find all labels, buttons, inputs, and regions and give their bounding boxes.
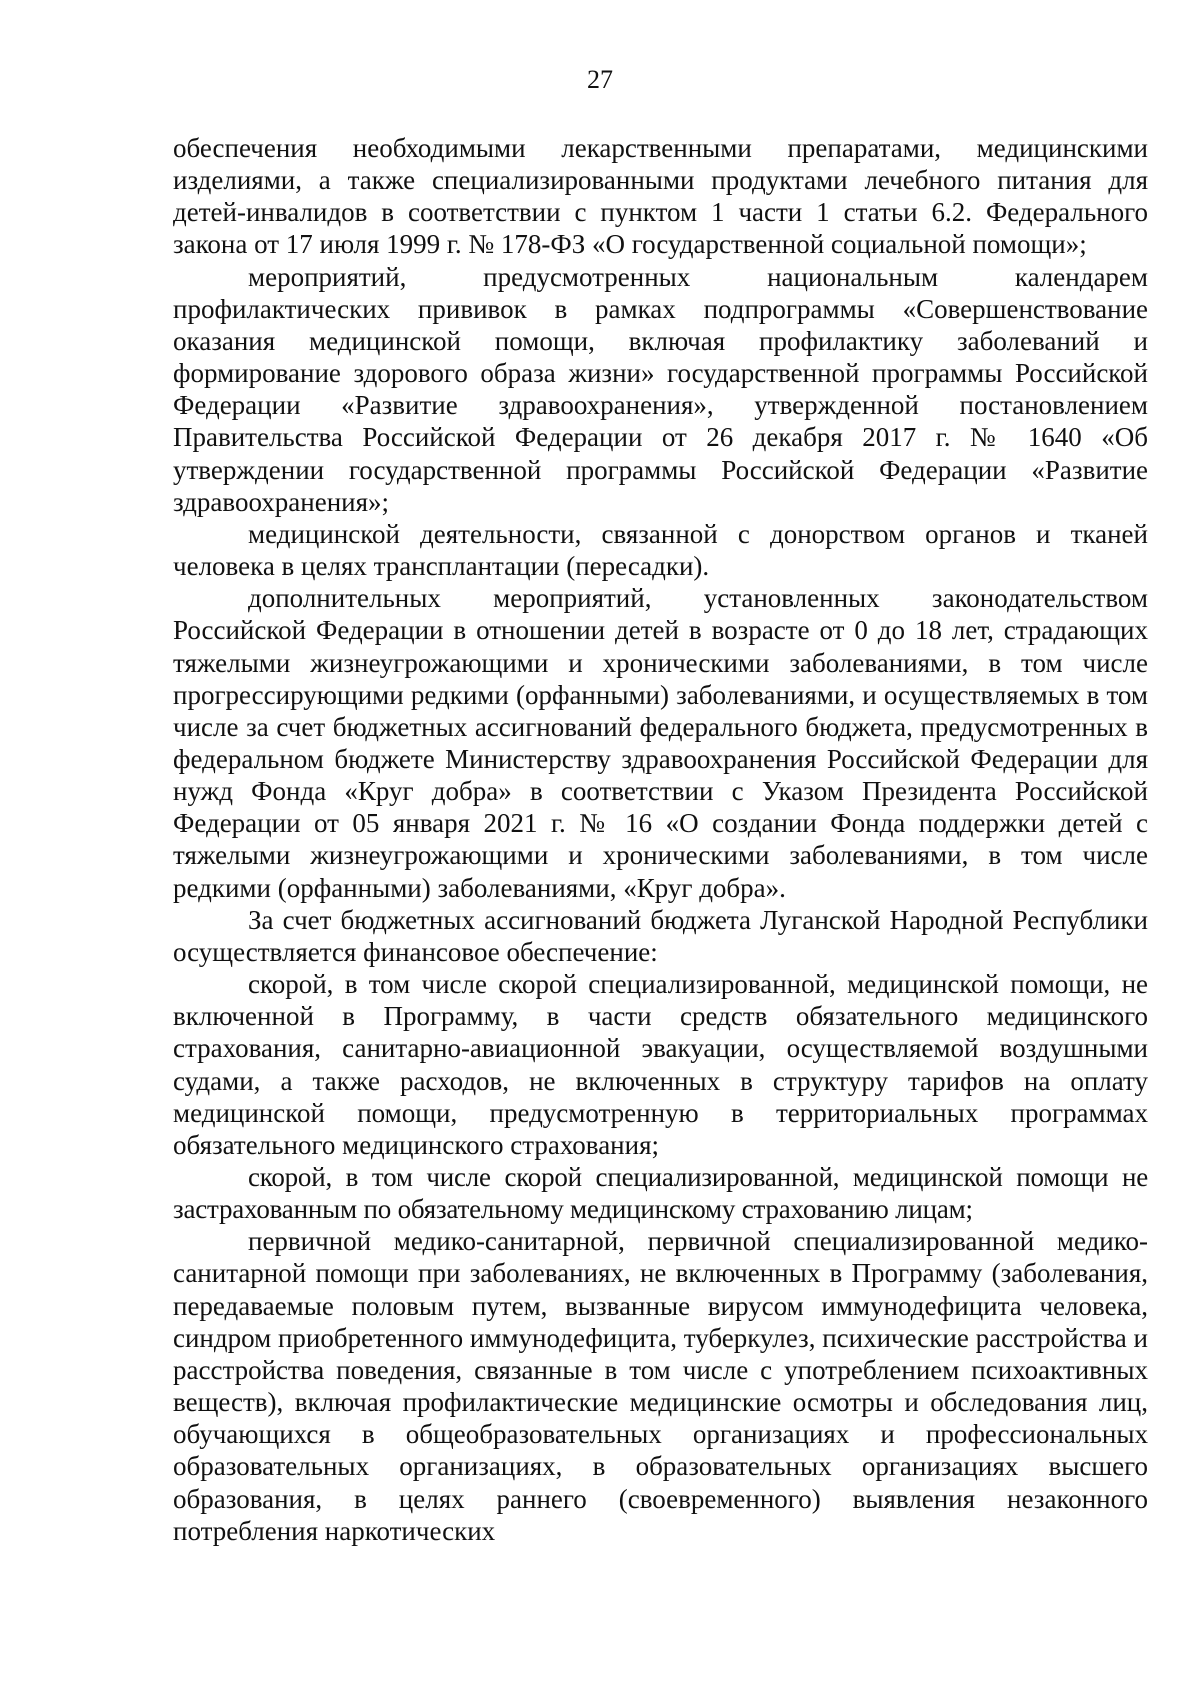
document-body: [173, 132, 1148, 1547]
paragraph-organ-donation: медицинской деятельности, связанной с донорством органов и тканей человека в целях трансплантации (пересадки).: [173, 518, 1148, 582]
paragraph-krug-dobra-fund: дополнительных мероприятий, установленных законодательством Российской Федерации в отношении детей в возрасте от 0 до 18 лет, страдающих тяжелыми жизнеугрожающими и хроническими заболеваниями, в том числе прогрессирующими редкими (орфанными) заболеваниями, и осуществляемых в том числе за счет бюджетных ассигнований федерального бюджета, предусмотренных в федеральном бюджете Министерству здравоохранения Российской Федерации для нужд Фонда «Круг добра» в соответствии с Указом Президента Российской Федерации от 05 января 2021 г. № 16 «О создании Фонда поддержки детей с тяжелыми жизнеугрожающими и хроническими заболеваниями, в том числе редкими (орфанными) заболеваниями, «Круг добра».: [173, 583, 1148, 903]
paragraph-emergency-care-uninsured: скорой, в том числе скорой специализированной, медицинской помощи не застрахованным по обязательному медицинскому страхованию лицам;: [173, 1162, 1148, 1225]
paragraph-vaccination-calendar: мероприятий, предусмотренных национальным календарем профилактических прививок в рамках подпрограммы «Совершенствование оказания медицинской помощи, включая профилактику заболеваний и формирование здорового образа жизни» государственной программы Российской Федерации «Развитие здравоохранения», утвержденной постановлением Правительства Российской Федерации от 26 декабря 2017 г. № 1640 «Об утверждении государственной программы Российской Федерации «Развитие здравоохранения»;: [173, 261, 1148, 517]
paragraph-lnr-budget-intro: За счет бюджетных ассигнований бюджета Луганской Народной Республики осуществляется финансовое обеспечение:: [173, 904, 1148, 967]
paragraph-emergency-care-not-in-program: скорой, в том числе скорой специализированной, медицинской помощи, не включенной в Программу, в части средств обязательного медицинского страхования, санитарно-авиационной эвакуации, осуществляемой воздушными судами, а также расходов, не включенных в структуру тарифов на оплату медицинской помощи, предусмотренную в территориальных программах обязательного медицинского страхования;: [173, 969, 1148, 1160]
paragraph-medicines-continuation: обеспечения необходимыми лекарственными препаратами, медицинскими изделиями, а также специализированными продуктами лечебного питания для детей-инвалидов в соответствии с пунктом 1 части 1 статьи 6.2. Федерального закона от 17 июля 1999 г. № 178-ФЗ «О государственной социальной помощи»;: [173, 133, 1148, 260]
page-number: 27: [587, 65, 613, 94]
paragraph-primary-care-diseases: первичной медико-санитарной, первичной специализированной медико-санитарной помощи при заболеваниях, не включенных в Программу (заболевания, передаваемые половым путем, вызванные вирусом иммунодефицита человека, синдром приобретенного иммунодефицита, туберкулез, психические расстройства и расстройства поведения, связанные в том числе с употреблением психоактивных веществ), включая профилактические медицинские осмотры и обследования лиц, обучающихся в общеобразовательных организациях и профессиональных образовательных организациях, в образовательных организациях высшего образования, в целях раннего (своевременного) выявления незаконного потребления наркотических: [173, 1226, 1148, 1546]
